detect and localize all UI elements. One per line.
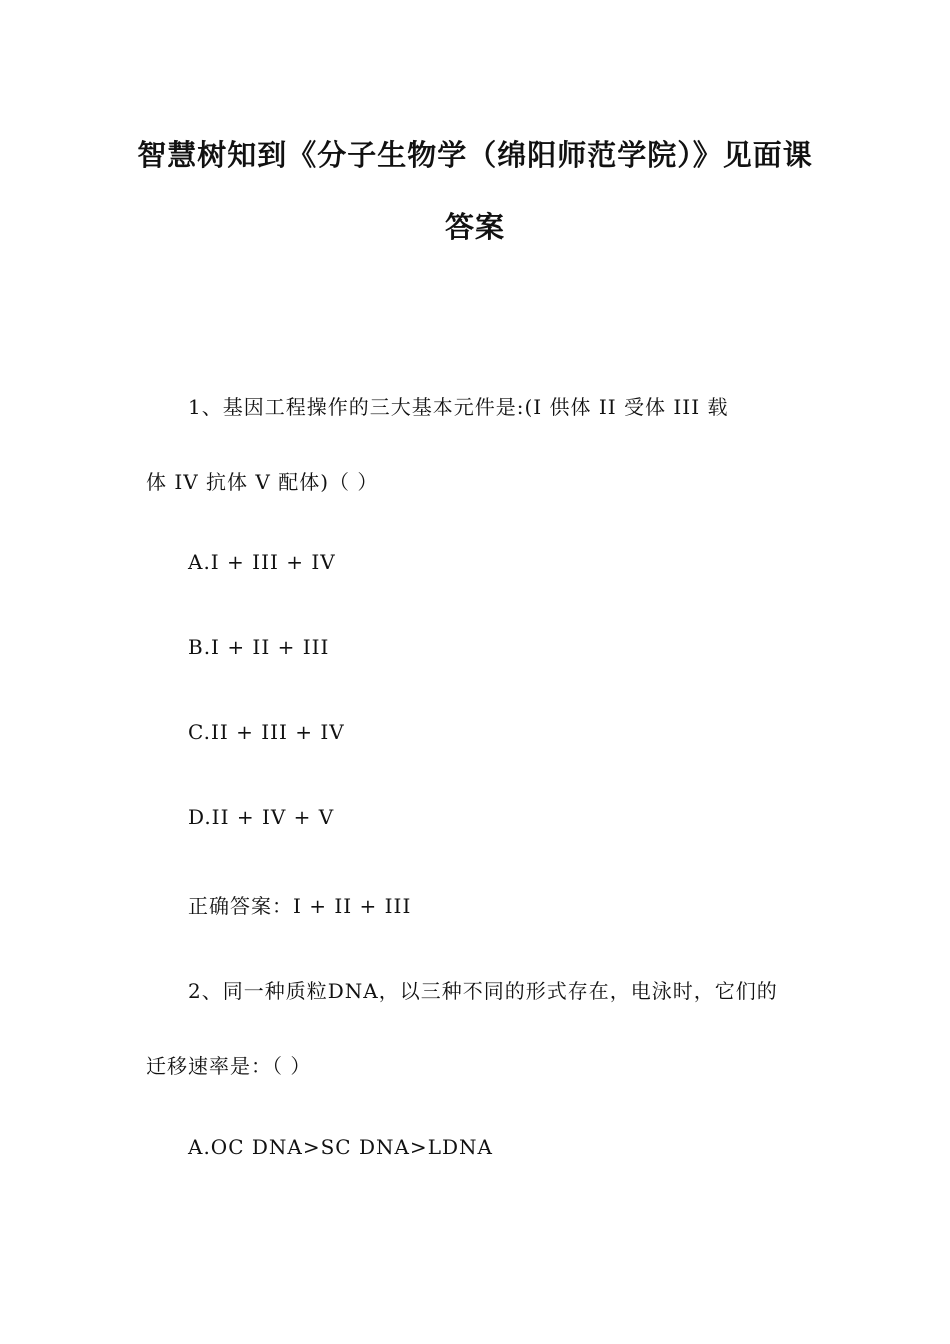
question-1-stem-line-1: 1、基因工程操作的三大基本元件是:(I 供体 II 受体 III 载 — [188, 395, 729, 419]
question-1-option-c: C.II + III + IV — [188, 720, 345, 744]
question-2-stem-line-1: 2、同一种质粒DNA，以三种不同的形式存在，电泳时，它们的 — [188, 979, 778, 1003]
document-title-line-1: 智慧树知到《分子生物学（绵阳师范学院）》见面课 — [137, 138, 813, 172]
question-2-option-a: A.OC DNA>SC DNA>LDNA — [188, 1135, 493, 1159]
question-1-option-d: D.II + IV + V — [188, 805, 335, 829]
question-1-stem-line-2: 体 IV 抗体 V 配体)（ ） — [146, 470, 379, 494]
document-title-line-2: 答案 — [444, 210, 505, 244]
question-1-option-a: A.I + III + IV — [188, 550, 336, 574]
question-1-answer: 正确答案：I + II + III — [188, 894, 412, 918]
question-1-option-b: B.I + II + III — [188, 635, 330, 659]
question-2-stem-line-2: 迁移速率是：（ ） — [146, 1054, 312, 1078]
